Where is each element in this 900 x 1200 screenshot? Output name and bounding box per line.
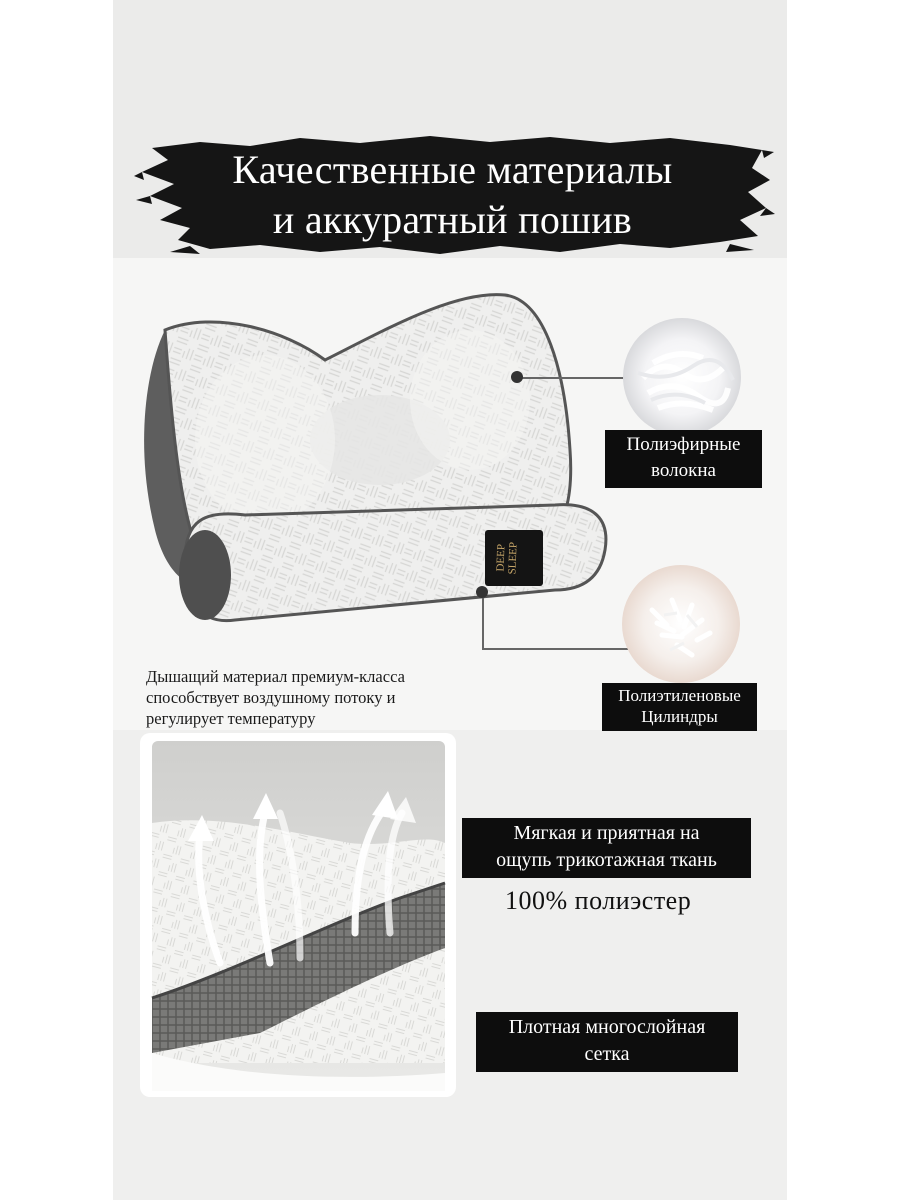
polyester-fiber-image bbox=[623, 318, 741, 436]
heading-brush-banner bbox=[130, 128, 775, 263]
fiber-label-line-1: Полиэфирные bbox=[626, 434, 741, 455]
fiber-label bbox=[605, 430, 762, 488]
fabric-label-line-2: ощупь трикотажная ткань bbox=[496, 849, 717, 871]
polyethylene-cylinder-image bbox=[622, 565, 740, 683]
cylinder-leader-vertical bbox=[482, 592, 484, 648]
pillow-closeup-frame bbox=[140, 733, 456, 1097]
fabric-label-line-1: Мягкая и приятная на bbox=[513, 822, 700, 844]
description-line-2: способствует воздушному потоку и bbox=[146, 688, 396, 707]
cylinder-leader-horizontal bbox=[482, 648, 632, 650]
mesh-label bbox=[476, 1012, 738, 1072]
fiber-label-line-2: волокна bbox=[651, 460, 716, 481]
fiber-leader-line bbox=[518, 377, 628, 379]
description-line-1: Дышащий материал премиум-класса bbox=[146, 667, 405, 686]
fabric-label bbox=[462, 818, 751, 878]
cylinder-label bbox=[602, 683, 757, 731]
pillow-closeup-image bbox=[140, 733, 456, 1097]
cylinder-label-line-1: Полиэтиленовые bbox=[618, 686, 741, 705]
mesh-label-line-1: Плотная многослойная bbox=[508, 1016, 706, 1038]
description-line-3: регулирует температуру bbox=[146, 709, 316, 728]
heading-line-1: Качественные материалы bbox=[232, 147, 673, 192]
fabric-composition: 100% полиэстер bbox=[505, 886, 692, 915]
cylinder-label-line-2: Цилиндры bbox=[641, 707, 718, 726]
cylinder-leader-dot bbox=[476, 586, 488, 598]
pillow-image bbox=[125, 290, 615, 635]
fiber-leader-dot bbox=[511, 371, 523, 383]
pillow-tag-text: DEEP SLEEP bbox=[494, 541, 520, 575]
heading-line-2: и аккуратный пошив bbox=[272, 197, 633, 242]
mesh-label-line-2: сетка bbox=[584, 1043, 630, 1065]
breathable-description bbox=[146, 666, 456, 729]
